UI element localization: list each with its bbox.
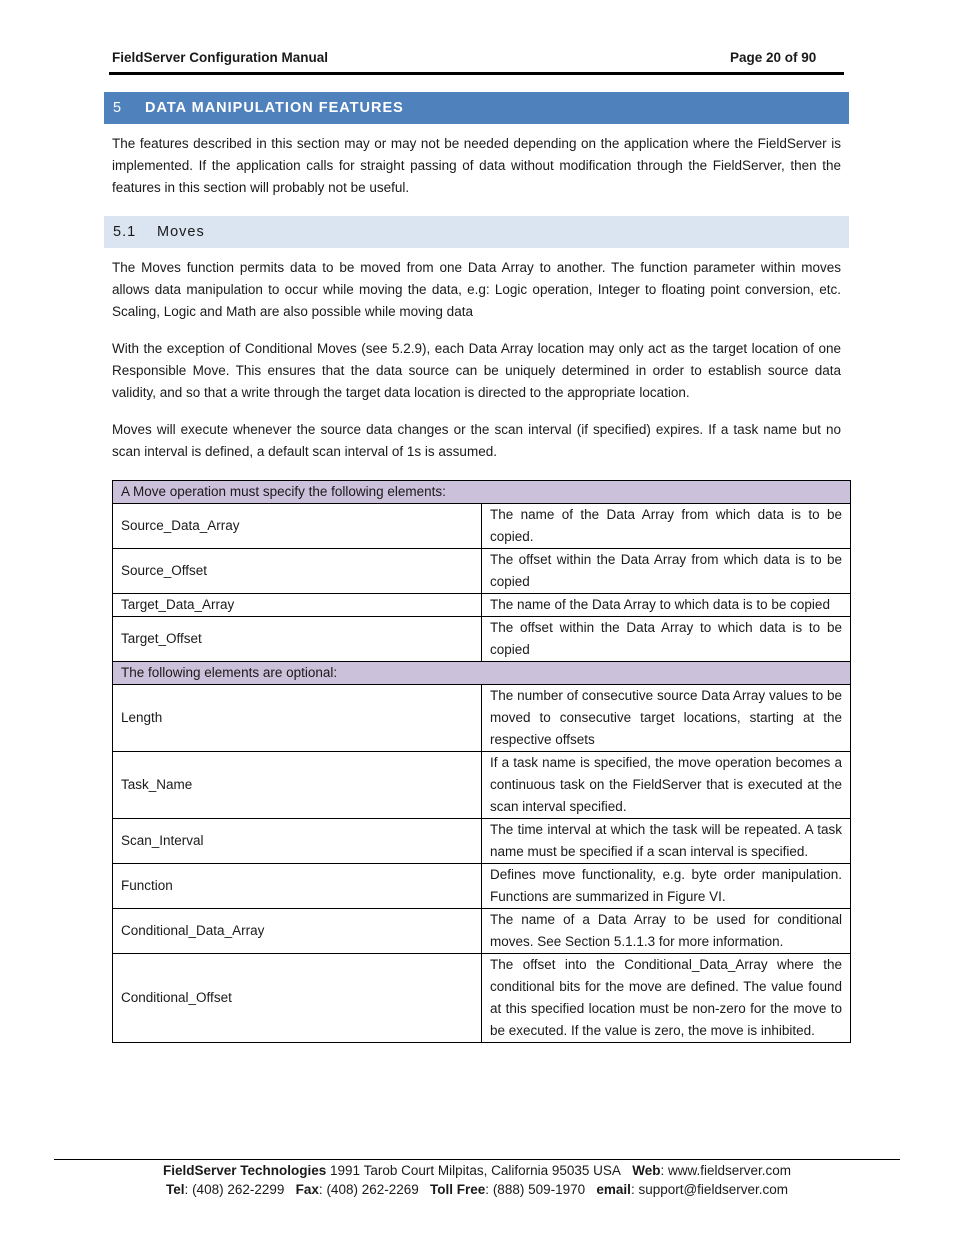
required-heading: A Move operation must specify the following elements:: [113, 481, 851, 504]
param-name: Scan_Interval: [113, 819, 482, 864]
param-name: Length: [113, 685, 482, 752]
param-name: Task_Name: [113, 752, 482, 819]
param-description: The time interval at which the task will be repeated. A task name must be specified if a scan interval is specified.: [482, 819, 851, 864]
footer-tel: (408) 262-2299: [192, 1182, 285, 1197]
table-row: [113, 594, 851, 617]
paragraph: The Moves function permits data to be moved from one Data Array to another. The function parameter within moves allows data manipulation to occur while moving the data, e.g: Logic operation, Integer to floating point conversion, etc. Scaling, Logic and Math are also possible while moving data: [112, 260, 841, 319]
optional-heading: The following elements are optional:: [113, 662, 851, 685]
footer-fax: (408) 262-2269: [326, 1182, 419, 1197]
paragraph: With the exception of Conditional Moves (see 5.2.9), each Data Array location may only act as the target location of one Responsible Move. This ensures that the data source can be uniquely determined in order to establish source data validity, and so that a write through the target data location is directed to the appropriate location.: [112, 341, 841, 400]
param-name: Conditional_Offset: [113, 954, 482, 1043]
param-name: Target_Data_Array: [113, 594, 482, 617]
subsection-heading: [104, 216, 849, 248]
footer-address: 1991 Tarob Court Milpitas, California 95035 USA: [330, 1163, 621, 1178]
table-row: [113, 617, 851, 662]
table-row: [113, 549, 851, 594]
section-heading: [104, 92, 849, 124]
param-name: Source_Offset: [113, 549, 482, 594]
footer-web: www.fieldserver.com: [668, 1163, 792, 1178]
param-name: Function: [113, 864, 482, 909]
table-row: [113, 685, 851, 752]
footer-email-label: email: [596, 1182, 631, 1197]
header-divider: [109, 72, 844, 75]
table-row: [113, 752, 851, 819]
footer-divider: [54, 1159, 900, 1160]
param-name: Conditional_Data_Array: [113, 909, 482, 954]
table-row: [113, 504, 851, 549]
footer-company: FieldServer Technologies: [162, 1163, 327, 1178]
param-description: The offset into the Conditional_Data_Array where the conditional bits for the move are defined. The value found at this specified location must be non-zero for the move to be executed. If the value is zero, the move is inhibited.: [482, 954, 851, 1043]
param-description: The name of the Data Array from which data is to be copied.: [482, 504, 851, 549]
param-name: Target_Offset: [113, 617, 482, 662]
section-title: DATA MANIPULATION FEATURES: [145, 100, 404, 116]
document-title: FieldServer Configuration Manual: [112, 50, 329, 65]
section-intro: The features described in this section may or may not be needed depending on the application where the FieldServer is implemented. If the application calls for straight passing of data without modification through the FieldServer, then the features in this section will probably not be useful.: [112, 136, 841, 195]
subsection-number: 5.1: [113, 224, 137, 240]
table-row: [113, 954, 851, 1043]
footer-line-1: FieldServer Technologies 1991 Tarob Court Milpitas, California 95035 USA Web: www.fieldserver.com: [162, 1163, 792, 1178]
table-row: [113, 909, 851, 954]
param-description: Defines move functionality, e.g. byte order manipulation. Functions are summarized in Figure VI.: [482, 864, 851, 909]
param-name: Source_Data_Array: [113, 504, 482, 549]
footer-web-label: Web: [632, 1163, 661, 1178]
footer-tollfree-label: Toll Free: [430, 1182, 486, 1197]
subsection-title: Moves: [157, 224, 205, 240]
footer-fax-label: Fax: [295, 1182, 319, 1197]
table-row: [113, 819, 851, 864]
footer-tel-label: Tel: [166, 1182, 185, 1197]
table-row: [113, 864, 851, 909]
param-description: The name of a Data Array to be used for conditional moves. See Section 5.1.1.3 for more information.: [482, 909, 851, 954]
footer-email: support@fieldserver.com: [638, 1182, 788, 1197]
table-group-row: [113, 662, 851, 685]
param-description: The offset within the Data Array from which data is to be copied: [482, 549, 851, 594]
table-group-row: [113, 481, 851, 504]
paragraph: Moves will execute whenever the source data changes or the scan interval (if specified) expires. If a task name but no scan interval is defined, a default scan interval of 1s is assumed.: [112, 422, 841, 459]
param-description: The name of the Data Array to which data is to be copied: [482, 594, 851, 617]
section-number: 5: [113, 100, 123, 116]
footer-line-2: Tel: (408) 262-2299 Fax: (408) 262-2269 Toll Free: (888) 509-1970 email: support@fieldserver.com: [166, 1182, 788, 1197]
param-description: If a task name is specified, the move operation becomes a continuous task on the FieldServer that is executed at the scan interval specified.: [482, 752, 851, 819]
param-description: The offset within the Data Array to which data is to be copied: [482, 617, 851, 662]
page-number: Page 20 of 90: [730, 50, 817, 65]
move-parameters-table: [112, 480, 851, 1043]
param-description: The number of consecutive source Data Array values to be moved to consecutive target locations, starting at the respective offsets: [482, 685, 851, 752]
footer-tollfree: (888) 509-1970: [492, 1182, 586, 1197]
